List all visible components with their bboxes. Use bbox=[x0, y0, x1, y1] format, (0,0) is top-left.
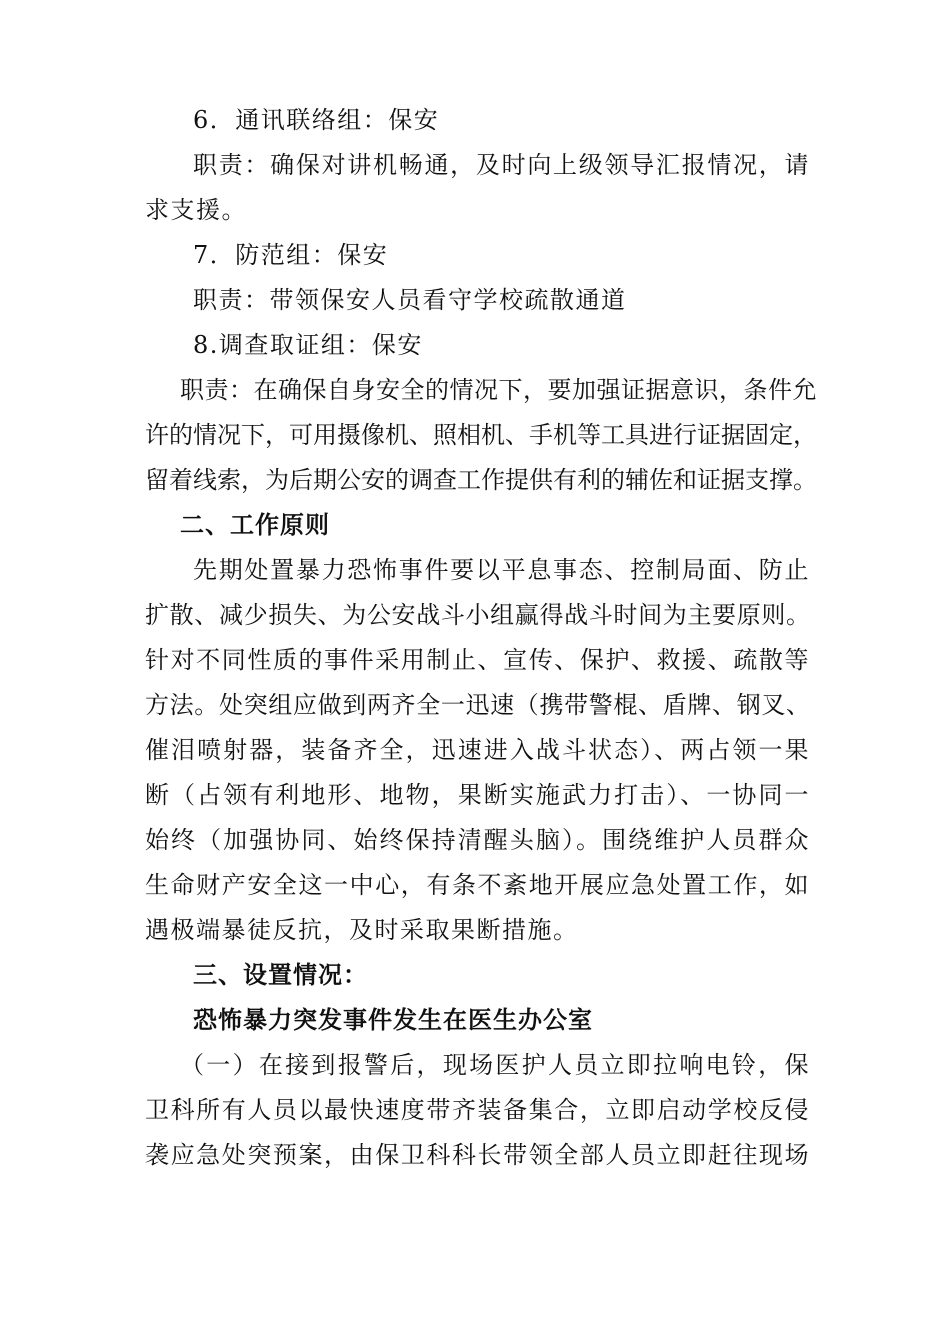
scenario-paragraph-line3: 袭应急处突预案，由保卫科科长带领全部人员立即赶往现场 bbox=[145, 1141, 810, 1169]
scenario-paragraph-line2: 卫科所有人员以最快速度带齐装备集合，立即启动学校反侵 bbox=[145, 1096, 810, 1124]
principles-paragraph-line5: 催泪喷射器，装备齐全，迅速进入战斗状态）、两占领一果 bbox=[145, 736, 810, 764]
duty-text-8-line2: 许的情况下，可用摄像机、照相机、手机等工具进行证据固定， bbox=[145, 421, 817, 449]
principles-paragraph-line7: 始终（加强协同、始终保持清醒头脑）。围绕维护人员群众 bbox=[145, 826, 810, 854]
principles-paragraph-line2: 扩散、减少损失、为公安战斗小组赢得战斗时间为主要原则。 bbox=[145, 601, 810, 629]
principles-paragraph-line4: 方法。处突组应做到两齐全一迅速（携带警棍、盾牌、钢叉、 bbox=[145, 691, 810, 719]
duty-text-6-line1: 职责：确保对讲机畅通，及时向上级领导汇报情况，请 bbox=[193, 151, 810, 179]
scenario-title: 恐怖暴力突发事件发生在医生办公室 bbox=[193, 1006, 593, 1034]
duty-text-6-line2: 求支援。 bbox=[145, 196, 247, 224]
heading-work-principles: 二、工作原则 bbox=[180, 511, 330, 539]
section-item-8: 8.调查取证组：保安 bbox=[193, 331, 423, 359]
section-item-6: 6．通讯联络组：保安 bbox=[193, 106, 440, 134]
principles-paragraph-line9: 遇极端暴徒反抗，及时采取果断措施。 bbox=[145, 916, 579, 944]
principles-paragraph-line3: 针对不同性质的事件采用制止、宣传、保护、救援、疏散等 bbox=[145, 646, 810, 674]
duty-text-7: 职责：带领保安人员看守学校疏散通道 bbox=[193, 286, 627, 314]
section-item-7: 7．防范组：保安 bbox=[193, 241, 389, 269]
scenario-paragraph-line1: （一）在接到报警后，现场医护人员立即拉响电铃，保 bbox=[180, 1051, 810, 1079]
duty-text-8-line1: 职责：在确保自身安全的情况下，要加强证据意识，条件允 bbox=[180, 376, 817, 404]
principles-paragraph-line8: 生命财产安全这一中心，有条不紊地开展应急处置工作，如 bbox=[145, 871, 810, 899]
principles-paragraph-line6: 断（占领有利地形、地物，果断实施武力打击）、一协同一 bbox=[145, 781, 810, 809]
principles-paragraph-line1: 先期处置暴力恐怖事件要以平息事态、控制局面、防止 bbox=[193, 556, 810, 584]
duty-text-8-line3: 留着线索，为后期公安的调查工作提供有利的辅佐和证据支撑。 bbox=[145, 466, 817, 494]
heading-setup: 三、设置情况： bbox=[193, 961, 368, 989]
